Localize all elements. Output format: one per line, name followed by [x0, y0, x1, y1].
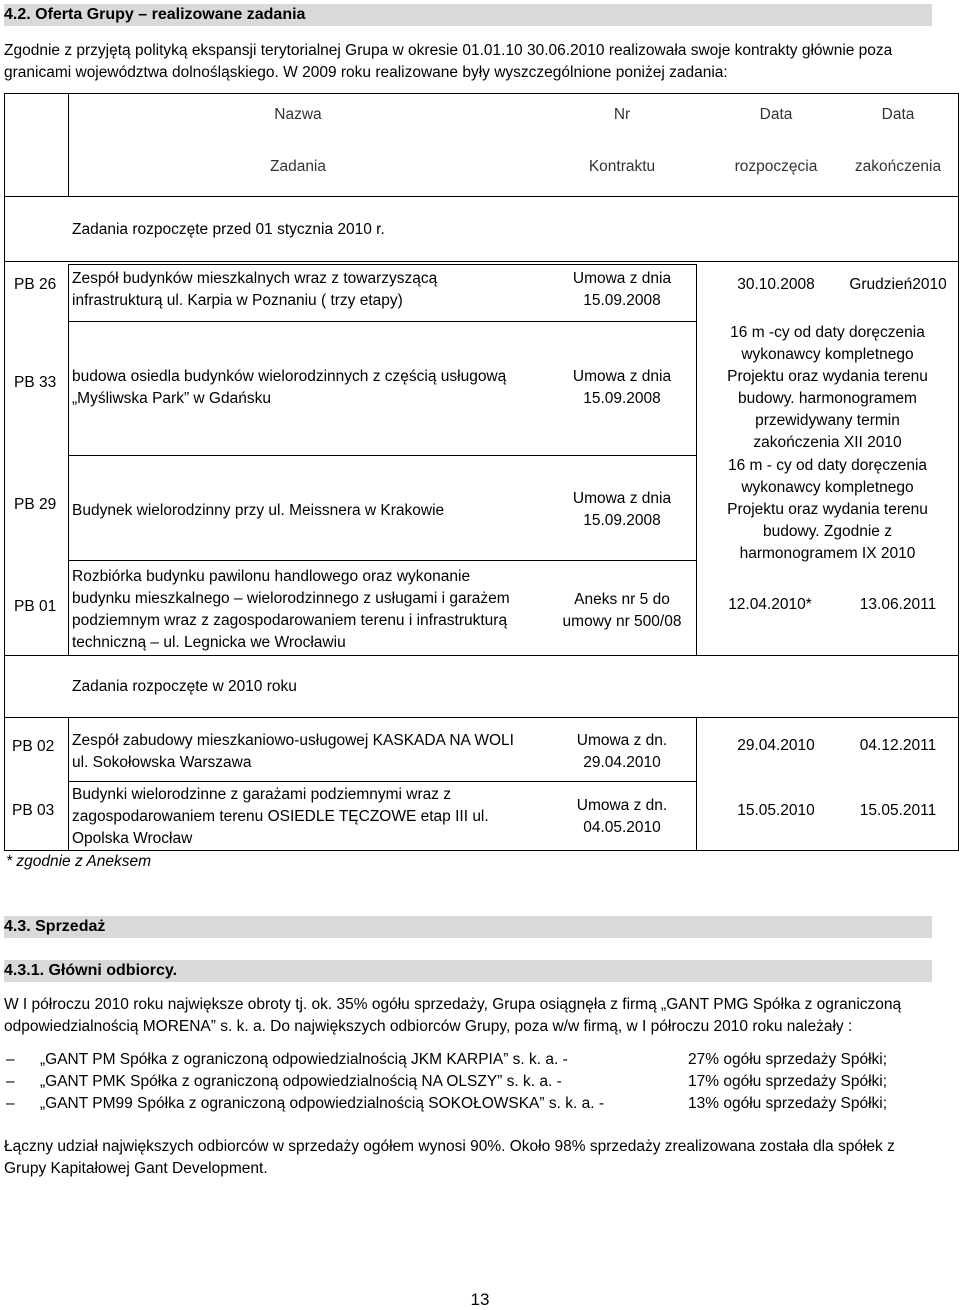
- row-dates-note-line: 16 m - cy od daty doręczenia: [727, 457, 928, 474]
- group1-label-bottom-border: [4, 261, 959, 262]
- column-divider: [696, 717, 697, 851]
- header-name-bottom: Zadania: [269, 158, 326, 175]
- group2-label: Zadania rozpoczęte w 2010 roku: [72, 678, 297, 695]
- row-id: PB 33: [14, 374, 57, 391]
- row-name-line: budowa osiedla budynków wielorodzinnych z częścią usługową: [72, 368, 507, 385]
- customer-name: „GANT PM Spółka z ograniczoną odpowiedzialnością JKM KARPIA” s. k. a. -: [40, 1051, 568, 1068]
- row-end-date: Grudzień2010: [849, 276, 947, 293]
- row-contract-line: 15.09.2008: [583, 512, 661, 529]
- row-contract-line: 15.09.2008: [583, 390, 661, 407]
- row-dates-note-line: wykonawcy kompletnego: [741, 479, 914, 496]
- customer-share: 17% ogółu sprzedaży Spółki;: [688, 1073, 888, 1090]
- row-name-line: ul. Sokołowska Warszawa: [72, 754, 252, 771]
- group2-label-bottom-border: [4, 717, 959, 718]
- row-contract-line: Umowa z dn.: [576, 732, 668, 749]
- row-start-date: 29.04.2010: [737, 737, 815, 754]
- customer-name: „GANT PM99 Spółka z ograniczoną odpowiedzialnością SOKOŁOWSKA” s. k. a. -: [40, 1095, 604, 1112]
- row-name-line: Zespół budynków mieszkalnych wraz z towarzyszącą: [72, 270, 438, 287]
- row-contract-line: umowy nr 500/08: [562, 613, 682, 630]
- row-end-date: 04.12.2011: [859, 737, 937, 754]
- row-start-date: 12.04.2010*: [728, 596, 812, 613]
- group1-bottom-border: [4, 655, 959, 656]
- row-contract-line: Umowa z dnia: [572, 490, 672, 507]
- row-top-border: [68, 264, 696, 265]
- row-dates-note-line: 16 m -cy od daty doręczenia: [730, 324, 925, 341]
- table-border-top: [4, 93, 959, 94]
- row-name-line: budynku mieszkalnego – wielorodzinnego z usługami i garażem: [72, 590, 510, 607]
- intro-line-1: Zgodnie z przyjętą polityką ekspansji terytorialnej Grupa w okresie 01.01.10 30.06.2010 realizowała swoje kontrakty głównie poza: [4, 42, 893, 59]
- list-dash: –: [6, 1095, 15, 1112]
- table-footnote: * zgodnie z Aneksem: [6, 853, 152, 870]
- row-start-date: 15.05.2010: [737, 802, 815, 819]
- list-dash: –: [6, 1073, 15, 1090]
- row-dates-note-line: budowy. harmonogramem: [738, 390, 917, 407]
- column-divider: [68, 264, 69, 655]
- section-heading-4-3: 4.3. Sprzedaż: [4, 916, 932, 938]
- row-dates-note-line: harmonogramem IX 2010: [739, 545, 916, 562]
- row-border: [68, 560, 696, 561]
- row-dates-note-line: wykonawcy kompletnego: [741, 346, 914, 363]
- table-header-bottom-border: [4, 196, 959, 197]
- row-border: [68, 781, 696, 782]
- summary-line-2: Grupy Kapitałowej Gant Development.: [4, 1160, 268, 1177]
- row-name-line: Budynki wielorodzinne z garażami podziemnymi wraz z: [72, 786, 452, 803]
- header-end-bottom: zakończenia: [854, 158, 942, 175]
- group1-label: Zadania rozpoczęte przed 01 stycznia 2010 r.: [72, 221, 385, 238]
- header-end-top: Data: [881, 106, 915, 123]
- row-border: [68, 455, 696, 456]
- row-id: PB 29: [14, 496, 57, 513]
- intro-line-2: granicami województwa dolnośląskiego. W 2009 roku realizowane były wyszczególnione poniżej zadania:: [4, 64, 728, 81]
- row-id: PB 26: [14, 276, 57, 293]
- row-name-line: „Myśliwska Park” w Gdańsku: [72, 390, 271, 407]
- row-end-date: 13.06.2011: [859, 596, 937, 613]
- row-border: [68, 321, 696, 322]
- row-dates-note-line: Projektu oraz wydania terenu: [727, 368, 928, 385]
- row-contract-line: Umowa z dn.: [576, 797, 668, 814]
- customer-name: „GANT PMK Spółka z ograniczoną odpowiedzialnością NA OLSZY” s. k. a. -: [40, 1073, 562, 1090]
- row-dates-note-line: Projektu oraz wydania terenu: [727, 501, 928, 518]
- header-start-bottom: rozpoczęcia: [734, 158, 818, 175]
- row-dates-note-line: budowy. Zgodnie z: [763, 523, 892, 540]
- row-name-line: zagospodarowaniem terenu OSIEDLE TĘCZOWE etap III ul.: [72, 808, 489, 825]
- row-name-line: Opolska Wrocław: [72, 830, 193, 847]
- table-border-right: [958, 93, 959, 851]
- customer-share: 13% ogółu sprzedaży Spółki;: [688, 1095, 888, 1112]
- row-name-line: podziemnym wraz z zagospodarowaniem terenu i infrastrukturą: [72, 612, 508, 629]
- row-contract-line: Aneks nr 5 do: [574, 591, 670, 608]
- column-divider: [696, 264, 697, 655]
- row-name-line: techniczną – ul. Legnicka we Wrocławiu: [72, 634, 346, 651]
- header-column-divider: [68, 93, 69, 197]
- row-id: PB 03: [12, 802, 55, 819]
- row-dates-note-line: zakończenia XII 2010: [753, 434, 902, 451]
- row-name-line: Zespół zabudowy mieszkaniowo-usługowej KASKADA NA WOLI: [72, 732, 514, 749]
- row-id: PB 02: [12, 738, 55, 755]
- row-contract-line: 29.04.2010: [583, 754, 661, 771]
- row-id: PB 01: [14, 598, 57, 615]
- customer-share: 27% ogółu sprzedaży Spółki;: [688, 1051, 888, 1068]
- row-contract-line: 15.09.2008: [583, 292, 661, 309]
- summary-line-1: Łączny udział największych odbiorców w sprzedaży ogółem wynosi 90%. Około 98% sprzedaży zrealizowana została dla spółek z: [4, 1138, 895, 1155]
- header-nr-bottom: Kontraktu: [588, 158, 656, 175]
- sales-line-1: W I półroczu 2010 roku największe obroty tj. ok. 35% ogółu sprzedaży, Grupa osiągnęła z firmą „GANT PMG Spółka z ograniczoną: [4, 996, 902, 1013]
- row-contract-line: 04.05.2010: [583, 819, 661, 836]
- row-name-line: Rozbiórka budynku pawilonu handlowego oraz wykonanie: [72, 568, 471, 585]
- page-number: 13: [470, 1290, 490, 1309]
- table-border-left: [4, 93, 5, 851]
- row-dates-note-line: przewidywany termin: [755, 412, 900, 429]
- section-heading-4-3-1: 4.3.1. Główni odbiorcy.: [4, 960, 932, 982]
- row-name-line: infrastrukturą ul. Karpia w Poznaniu ( trzy etapy): [72, 292, 403, 309]
- row-contract-line: Umowa z dnia: [572, 368, 672, 385]
- row-name-line: Budynek wielorodzinny przy ul. Meissnera w Krakowie: [72, 502, 445, 519]
- sales-line-2: odpowiedzialnością MORENA” s. k. a. Do największych odbiorców Grupy, poza w/w firmą, w I półroczu 2010 roku należały :: [4, 1018, 853, 1035]
- list-dash: –: [6, 1051, 15, 1068]
- row-contract-line: Umowa z dnia: [572, 270, 672, 287]
- header-start-top: Data: [759, 106, 793, 123]
- section-heading-4-2: 4.2. Oferta Grupy – realizowane zadania: [4, 4, 932, 26]
- header-nr-top: Nr: [613, 106, 631, 123]
- row-end-date: 15.05.2011: [859, 802, 937, 819]
- header-name-top: Nazwa: [274, 106, 322, 123]
- column-divider: [68, 717, 69, 851]
- row-start-date: 30.10.2008: [737, 276, 815, 293]
